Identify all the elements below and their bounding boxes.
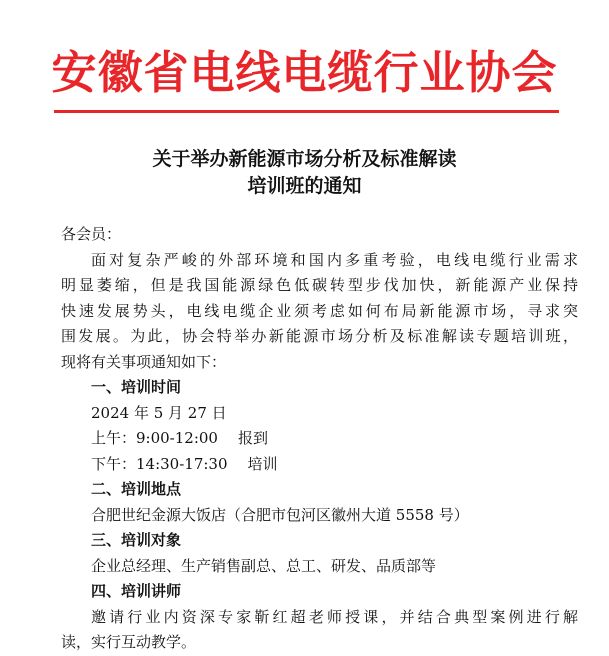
intro-line: 围发展。为此，协会特举办新能源市场分析及标准解读专题培训班， (61, 327, 578, 345)
document-body (61, 222, 578, 656)
afternoon-schedule (61, 452, 578, 478)
training-audience: 企业总经理、生产销售副总、总工、研发、品质部等 (91, 556, 437, 575)
section-heading-time: 一、培训时间 (91, 378, 182, 396)
document-title (0, 146, 609, 200)
lecturer-line: 邀请行业内资深专家靳红超老师授课，并结合典型案例进行解 (91, 607, 578, 626)
training-date: 2024 年 5 月 27 日 (91, 403, 227, 422)
afternoon-time: 下午：14:30-17:30 (91, 454, 228, 473)
letterhead-org-name: 安徽省电线电缆行业协会 (51, 46, 558, 99)
morning-schedule (61, 426, 578, 452)
morning-time: 上午：9:00-12:00 (91, 429, 218, 447)
intro-line: 快速发展势头，电线电缆企业须考虑如何布局新能源市场，寻求突 (61, 301, 578, 320)
morning-note: 报到 (237, 429, 268, 447)
document-title-line-2: 培训班的通知 (247, 175, 362, 197)
letterhead-divider (54, 110, 559, 113)
lecturer-line: 读，实行互动教学。 (61, 633, 197, 651)
section-heading-lecturer: 四、培训讲师 (91, 582, 182, 600)
intro-line: 面对复杂严峻的外部环境和国内多重考验，电线电缆行业需求 (91, 250, 578, 269)
salutation: 各会员： (61, 225, 122, 243)
document-title-line-1: 关于举办新能源市场分析及标准解读 (152, 148, 457, 170)
intro-line: 现将有关事项通知如下： (61, 352, 227, 371)
section-heading-place: 二、培训地点 (91, 480, 182, 498)
intro-line: 明显萎缩，但是我国能源绿色低碳转型步伐加快，新能源产业保持 (61, 276, 578, 294)
training-place: 合肥世纪金源大饭店（合肥市包河区徽州大道 5558 号） (91, 505, 469, 524)
afternoon-note: 培训 (247, 454, 278, 473)
section-heading-audience: 三、培训对象 (91, 531, 182, 549)
